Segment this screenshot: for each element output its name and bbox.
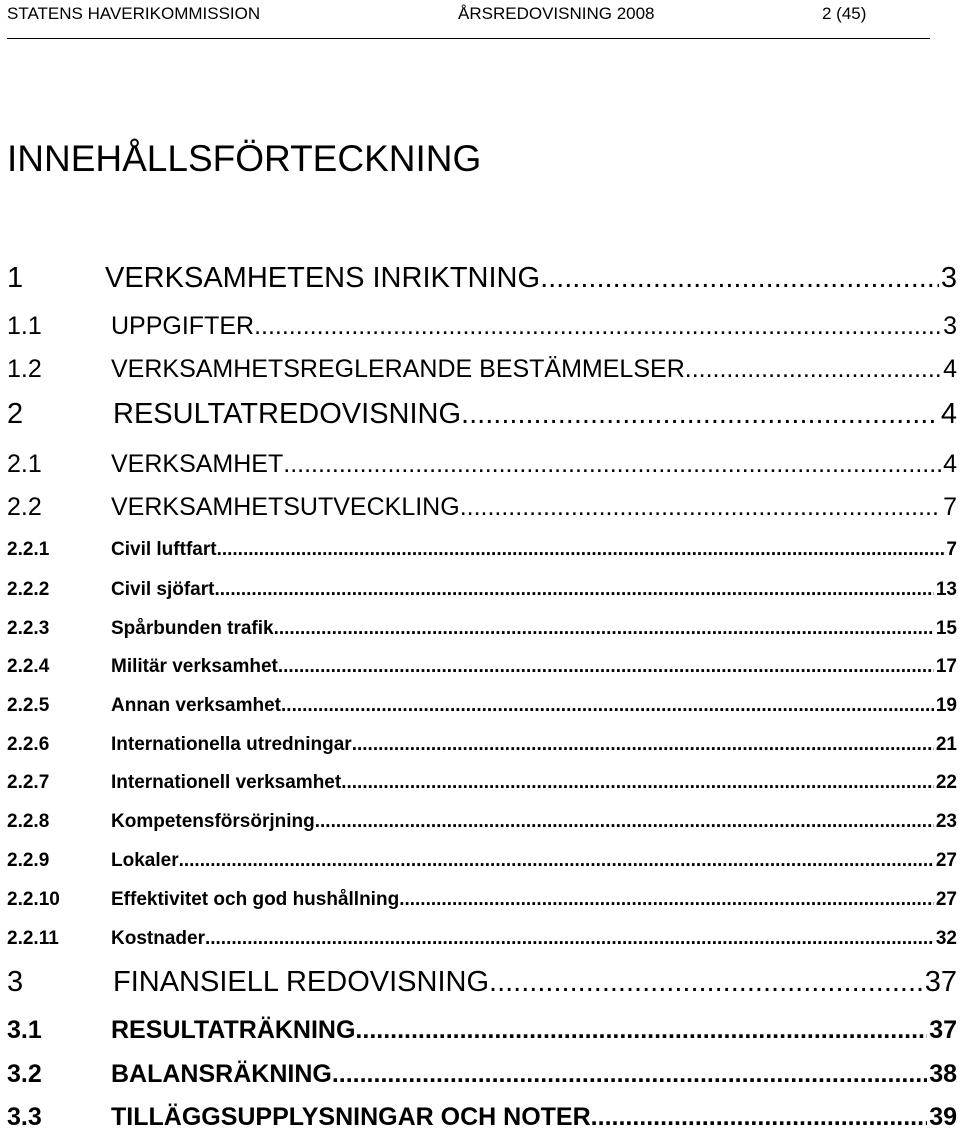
toc-entry[interactable]	[7, 734, 957, 760]
toc-entry[interactable]	[7, 928, 957, 954]
toc-entry-label: BALANSRÄKNING	[111, 1060, 332, 1088]
header-page: 2 (45)	[822, 4, 867, 23]
toc-leader-dots	[315, 811, 934, 833]
toc-entry-label: Civil sjöfart	[111, 579, 215, 600]
toc-entry[interactable]	[7, 811, 957, 837]
toc-entry[interactable]	[7, 1016, 957, 1048]
toc-leader-dots	[283, 450, 941, 479]
toc-entry-number: 1.1	[7, 312, 42, 340]
toc-leader-dots	[355, 1016, 927, 1045]
toc-entry[interactable]	[7, 262, 957, 300]
toc-entry-page: 27	[935, 889, 957, 910]
toc-entry-number: 1	[7, 262, 24, 294]
toc-leader-dots	[332, 1060, 927, 1089]
toc-entry-page: 27	[935, 850, 957, 871]
toc-entry-page: 15	[935, 618, 957, 639]
toc-entry-label: TILLÄGGSUPPLYSNINGAR OCH NOTER	[111, 1103, 591, 1131]
toc-entry-number: 3.3	[7, 1103, 42, 1131]
header-report: ÅRSREDOVISNING 2008	[458, 4, 655, 23]
toc-entry-number: 2.2.6	[7, 734, 50, 755]
toc-entry-number: 2.2	[7, 493, 42, 521]
toc-entry-number: 2.2.3	[7, 618, 50, 639]
toc-entry-label: Civil luftfart	[111, 539, 217, 560]
toc-entry-page: 32	[935, 928, 957, 949]
toc-leader-dots	[217, 539, 945, 561]
toc-leader-dots	[460, 493, 941, 522]
toc-entry-number: 2.2.7	[7, 772, 50, 793]
toc-entry-label: Spårbunden trafik	[111, 618, 274, 639]
page-header	[7, 0, 930, 39]
toc-entry-label: Effektivitet och god hushållning	[111, 889, 400, 910]
toc-entry-page: 37	[929, 1016, 957, 1044]
toc-entry-label: RESULTATRÄKNING	[111, 1016, 356, 1044]
toc-entry[interactable]	[7, 1060, 957, 1092]
toc-entry-label: Internationell verksamhet	[111, 772, 342, 793]
toc-entry-label: UPPGIFTER	[111, 312, 255, 340]
toc-entry[interactable]	[7, 618, 957, 644]
toc-entry[interactable]	[7, 1103, 957, 1135]
toc-entry-page: 23	[935, 811, 957, 832]
toc-entry-page: 38	[929, 1060, 957, 1088]
toc-leader-dots	[281, 695, 934, 717]
toc-entry-label: Lokaler	[111, 850, 179, 871]
toc-leader-dots	[399, 889, 934, 911]
toc-entry[interactable]	[7, 966, 957, 1004]
toc-entry[interactable]	[7, 539, 957, 565]
toc-entry-page: 3	[943, 312, 957, 340]
toc-entry[interactable]	[7, 850, 957, 876]
toc-entry-number: 1.2	[7, 355, 42, 383]
toc-entry-label: Internationella utredningar	[111, 734, 352, 755]
toc-leader-dots	[352, 734, 934, 756]
toc-entry-number: 2.2.9	[7, 850, 50, 871]
toc-entry-label: VERKSAMHETSREGLERANDE BESTÄMMELSER	[111, 355, 685, 383]
toc-entry-number: 3	[7, 966, 24, 998]
toc-leader-dots	[278, 656, 934, 678]
toc-entry-label: RESULTATREDOVISNING	[113, 398, 462, 430]
toc-leader-dots	[489, 966, 923, 999]
toc-entry-page: 4	[943, 450, 957, 478]
toc-entry-number: 2	[7, 398, 24, 430]
toc-entry-label: Annan verksamhet	[111, 695, 282, 716]
toc-entry-page: 17	[935, 656, 957, 677]
toc-entry-number: 2.2.10	[7, 889, 60, 910]
toc-entry-label: Kompetensförsörjning	[111, 811, 315, 832]
toc-entry-number: 2.1	[7, 450, 42, 478]
toc-entry-label: FINANSIELL REDOVISNING	[113, 966, 490, 998]
toc-entry[interactable]	[7, 355, 957, 387]
toc-entry-label: VERKSAMHET	[111, 450, 284, 478]
toc-entry-page: 37	[924, 966, 957, 998]
toc-entry-page: 7	[943, 493, 957, 521]
toc-entry-number: 3.2	[7, 1060, 42, 1088]
page-title: INNEHÅLLSFÖRTECKNING	[7, 138, 482, 179]
toc-entry-page: 3	[940, 262, 957, 294]
toc-leader-dots	[591, 1103, 928, 1132]
toc-leader-dots	[205, 928, 934, 950]
toc-entry-number: 2.2.2	[7, 579, 50, 600]
toc-entry-number: 2.2.4	[7, 656, 50, 677]
toc-entry-number: 2.2.8	[7, 811, 50, 832]
toc-entry-page: 21	[935, 734, 957, 755]
toc-entry[interactable]	[7, 579, 957, 605]
toc-entry[interactable]	[7, 312, 957, 344]
toc-leader-dots	[540, 262, 939, 295]
toc-entry[interactable]	[7, 493, 957, 525]
toc-entry-label: Kostnader	[111, 928, 205, 949]
toc-leader-dots	[685, 355, 941, 384]
toc-entry-label: Militär verksamhet	[111, 656, 278, 677]
toc-leader-dots	[254, 312, 941, 341]
toc-entry-page: 4	[940, 398, 957, 430]
toc-leader-dots	[179, 850, 934, 872]
toc-entry[interactable]	[7, 772, 957, 798]
toc-entry-number: 2.2.11	[7, 928, 59, 949]
toc-entry[interactable]	[7, 656, 957, 682]
toc-entry-page: 7	[946, 539, 957, 560]
toc-entry[interactable]	[7, 695, 957, 721]
toc-entry-label: VERKSAMHETSUTVECKLING	[111, 493, 460, 521]
toc-entry-page: 4	[943, 355, 957, 383]
toc-entry-page: 22	[935, 772, 957, 793]
toc-leader-dots	[214, 579, 933, 601]
toc-entry-number: 2.2.5	[7, 695, 50, 716]
toc-entry[interactable]	[7, 450, 957, 482]
toc-entry[interactable]	[7, 398, 957, 436]
toc-leader-dots	[461, 398, 939, 431]
toc-entry[interactable]	[7, 889, 957, 915]
toc-leader-dots	[274, 618, 934, 640]
toc-entry-number: 2.2.1	[7, 539, 50, 560]
toc-entry-label: VERKSAMHETENS INRIKTNING	[105, 262, 541, 294]
toc-entry-page: 39	[929, 1103, 957, 1131]
toc-entry-number: 3.1	[7, 1016, 42, 1044]
toc-entry-page: 13	[935, 579, 957, 600]
toc-entry-page: 19	[935, 695, 957, 716]
header-org: STATENS HAVERIKOMMISSION	[7, 4, 261, 23]
toc-leader-dots	[341, 772, 934, 794]
